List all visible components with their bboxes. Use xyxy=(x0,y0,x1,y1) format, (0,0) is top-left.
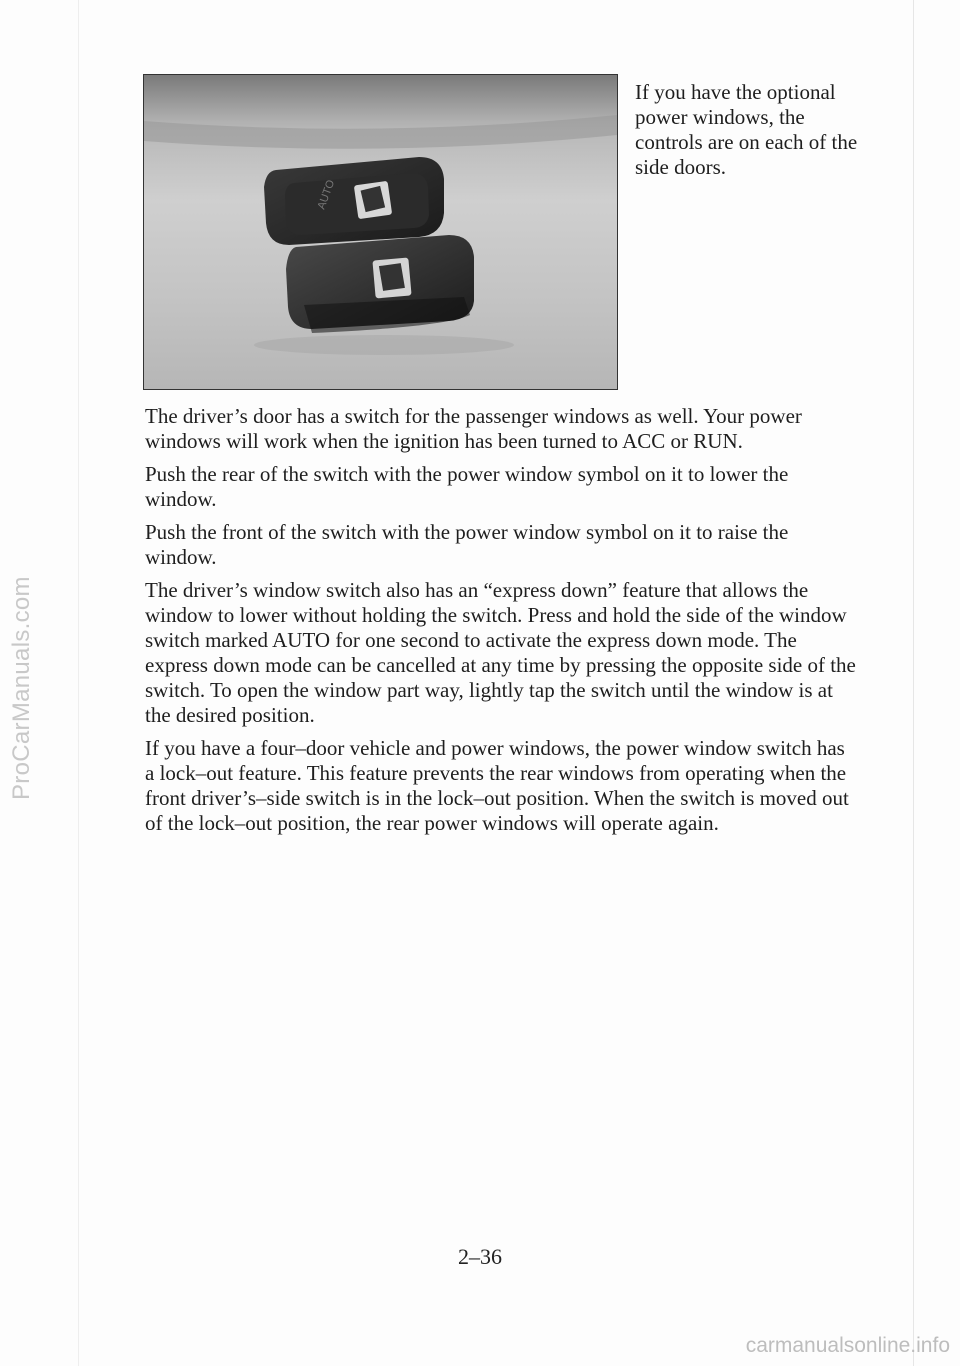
paragraph: Push the rear of the switch with the power window symbol on it to lower the window. xyxy=(145,462,789,511)
photo-caption-text: If you have the optional power windows, the controls are on each of the side doors. xyxy=(635,80,858,179)
paragraph: Push the front of the switch with the power window symbol on it to raise the window. xyxy=(145,520,789,569)
paragraph: If you have a four–door vehicle and power windows, the power window switch has a lock–out feature. This feature prevents the rear windows from operating when the front driver’s–side switch is in the lock–out position. When the switch is moved out of the lock–out position, the rear power windows will operate again. xyxy=(145,736,849,835)
auto-switch-label: AUTO xyxy=(315,178,338,212)
page-number: 2–36 xyxy=(458,1244,502,1269)
watermark-carmanualsonline: carmanualsonline.info xyxy=(745,1334,950,1357)
switches-illustration xyxy=(144,75,617,389)
watermark-procarmanuals: ProCarManuals.com xyxy=(8,576,35,800)
paragraph: The driver’s window switch also has an “express down” feature that allows the window to lower without holding the switch. Press and hold the side of the window switch marked AUTO for one second to activate the express down mode. The express down mode can be cancelled at any time by pressing the opposite side of the switch. To open the window part way, lightly tap the switch until the window is at the desired position. xyxy=(145,578,856,727)
body-text xyxy=(145,404,857,844)
power-window-switches-photo xyxy=(143,74,618,390)
paragraph: The driver’s door has a switch for the passenger windows as well. Your power windows will work when the ignition has been turned to ACC or RUN. xyxy=(145,404,802,453)
